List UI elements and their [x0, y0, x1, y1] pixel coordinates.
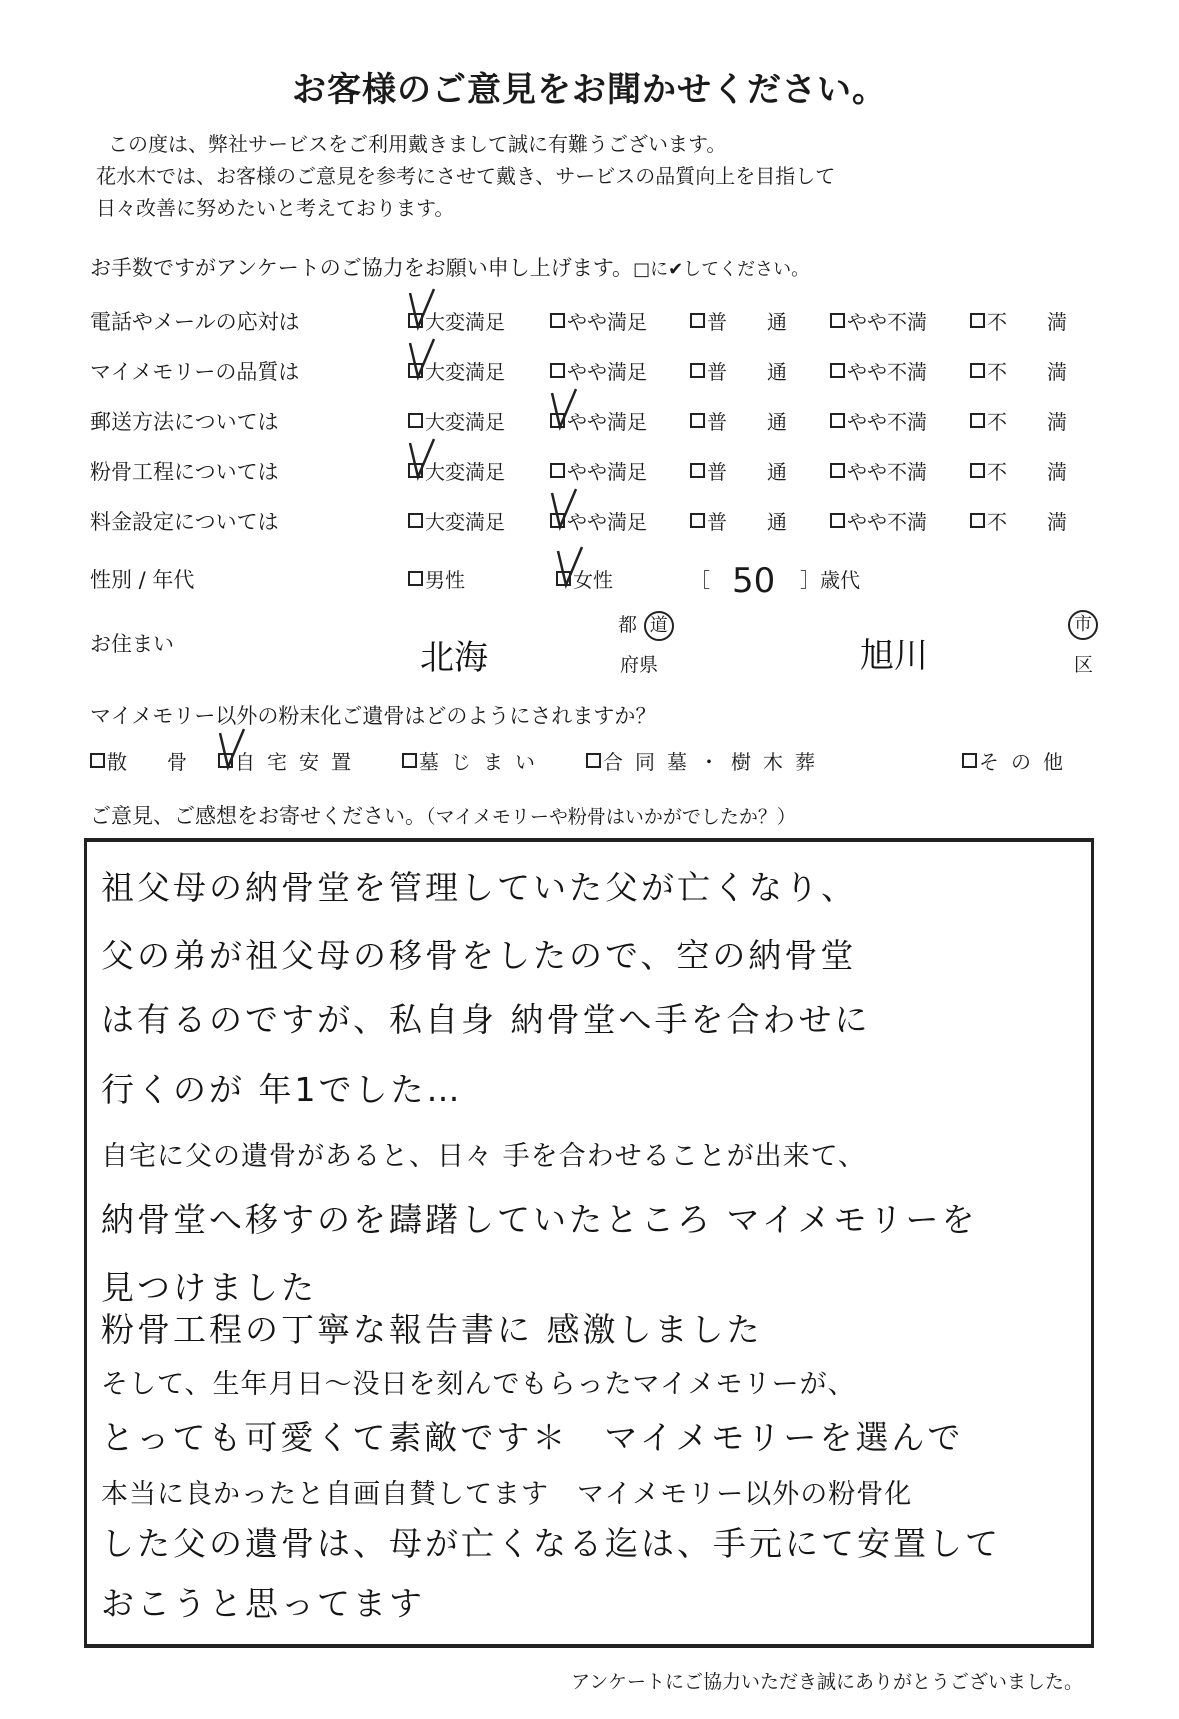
- checkbox[interactable]: [830, 413, 845, 428]
- prefecture-suffix-bottom: 府県: [620, 654, 659, 676]
- rating-option[interactable]: 普 通: [690, 506, 787, 535]
- comment-line: 父の弟が祖父母の移骨をしたので、空の納骨堂: [101, 936, 857, 975]
- checkbox[interactable]: [408, 571, 423, 586]
- comment-line: 本当に良かったと自画自賛してます マイメモリー以外の粉骨化: [101, 1479, 913, 1510]
- checkbox[interactable]: [830, 313, 845, 328]
- footer-thanks: アンケートにご協力いただき誠にありがとうございました。: [571, 1671, 1083, 1693]
- circled-suffix: 市: [1068, 610, 1098, 640]
- comment-line: 行くのが 年1でした…: [101, 1070, 463, 1109]
- form-title: お客様のご意見をお聞かせください。: [292, 70, 887, 110]
- comment-heading: ご意見、ご感想をお寄せください。（マイメモリーや粉骨はいかがでしたか？）: [90, 804, 796, 828]
- rating-option[interactable]: やや満足: [550, 406, 647, 435]
- option-female[interactable]: 女性: [556, 564, 613, 593]
- rating-option[interactable]: やや満足: [550, 306, 647, 335]
- other-powder-question: マイメモリー以外の粉末化ご遺骨はどのようにされますか？: [90, 704, 657, 728]
- comment-line: そして、生年月日～没日を刻んでもらったマイメモリーが、: [101, 1369, 856, 1400]
- checkbox[interactable]: [970, 413, 985, 428]
- checkbox[interactable]: [970, 363, 985, 378]
- checkbox-checked[interactable]: [408, 463, 423, 478]
- circled-suffix: 道: [644, 611, 674, 641]
- rating-option[interactable]: 大変満足: [408, 456, 505, 485]
- comment-line: 自宅に父の遺骨があると、日々 手を合わせることが出来て、: [101, 1141, 867, 1172]
- gender-age-label: 性別 / 年代: [90, 568, 195, 592]
- checkbox[interactable]: [690, 413, 705, 428]
- checkbox[interactable]: [550, 463, 565, 478]
- checkbox[interactable]: [970, 463, 985, 478]
- comment-line: は有るのですが、私自身 納骨堂へ手を合わせに: [101, 1000, 871, 1039]
- rating-row: [90, 400, 1100, 440]
- checkbox[interactable]: [408, 513, 423, 528]
- question-label: 電話やメールの応対は: [90, 310, 300, 334]
- residence-row: [90, 610, 1100, 680]
- city-value[interactable]: 旭川: [860, 636, 928, 676]
- residence-label: お住まい: [90, 632, 174, 656]
- intro-line: 日々改善に努めたいと考えております。: [96, 196, 455, 220]
- checkbox-checked[interactable]: [408, 313, 423, 328]
- comment-line: した父の遺骨は、母が亡くなる迄は、手元にて安置して: [101, 1524, 1001, 1563]
- rating-row: [90, 300, 1100, 340]
- rating-option[interactable]: 不 満: [970, 506, 1067, 535]
- rating-row: [90, 450, 1100, 490]
- age-field[interactable]: ［ 50 ］歳代: [690, 560, 860, 601]
- checkbox[interactable]: [970, 313, 985, 328]
- checkbox-checked[interactable]: [218, 753, 233, 768]
- checkbox[interactable]: [586, 753, 601, 768]
- rating-option[interactable]: 不 満: [970, 406, 1067, 435]
- checkbox[interactable]: [690, 363, 705, 378]
- option-male[interactable]: 男性: [408, 564, 465, 593]
- checkbox[interactable]: [690, 513, 705, 528]
- intro-text: [96, 128, 835, 224]
- rating-option[interactable]: 普 通: [690, 456, 787, 485]
- checkbox-checked[interactable]: [556, 571, 571, 586]
- checkbox[interactable]: [690, 463, 705, 478]
- gender-age-row: [90, 558, 1090, 601]
- option-grave-closure[interactable]: 墓じまい: [402, 746, 547, 775]
- rating-row: [90, 350, 1100, 390]
- rating-option[interactable]: 不 満: [970, 306, 1067, 335]
- checkbox[interactable]: [690, 313, 705, 328]
- comment-line: 粉骨工程の丁寧な報告書に 感激しました: [101, 1310, 763, 1349]
- rating-option[interactable]: 不 満: [970, 456, 1067, 485]
- checkbox[interactable]: [550, 363, 565, 378]
- prefecture-suffix: 都 道: [618, 610, 674, 641]
- question-label: 郵送方法については: [90, 410, 279, 434]
- rating-option[interactable]: 不 満: [970, 356, 1067, 385]
- rating-option[interactable]: やや不満: [830, 456, 927, 485]
- intro-line: この度は、弊社サービスをご利用戴きまして誠に有難うございます。: [108, 132, 727, 156]
- comment-line: とっても可愛くて素敵です＊ マイメモリーを選んで: [101, 1418, 964, 1457]
- comment-textarea[interactable]: [84, 838, 1094, 1648]
- question-label: 料金設定については: [90, 510, 279, 534]
- prefecture-value[interactable]: 北海: [420, 638, 488, 678]
- rating-option[interactable]: やや不満: [830, 406, 927, 435]
- other-powder-options: [90, 740, 1100, 780]
- checkbox[interactable]: [830, 513, 845, 528]
- rating-option[interactable]: 大変満足: [408, 406, 505, 435]
- request-hint: □に✔してください。: [633, 259, 810, 280]
- checkbox[interactable]: [402, 753, 417, 768]
- question-label: 粉骨工程については: [90, 460, 279, 484]
- rating-option[interactable]: 大変満足: [408, 356, 505, 385]
- rating-option[interactable]: やや不満: [830, 506, 927, 535]
- comment-line: 祖父母の納骨堂を管理していた父が亡くなり、: [101, 868, 857, 907]
- option-scatter[interactable]: 散 骨: [90, 746, 197, 775]
- option-other[interactable]: その他: [962, 746, 1075, 775]
- checkbox[interactable]: [962, 753, 977, 768]
- rating-row: [90, 500, 1100, 540]
- checkbox[interactable]: [970, 513, 985, 528]
- comment-line: 見つけました: [101, 1268, 317, 1307]
- comment-line: 納骨堂へ移すのを躊躇していたところ マイメモリーを: [101, 1200, 978, 1239]
- survey-request: [90, 252, 809, 282]
- checkbox[interactable]: [830, 363, 845, 378]
- rating-option[interactable]: 大変満足: [408, 306, 505, 335]
- rating-option[interactable]: やや満足: [550, 356, 647, 385]
- city-suffix-bottom: 区: [1074, 654, 1094, 676]
- rating-option[interactable]: やや不満: [830, 306, 927, 335]
- rating-option[interactable]: 普 通: [690, 356, 787, 385]
- checkbox[interactable]: [830, 463, 845, 478]
- rating-option[interactable]: やや満足: [550, 506, 647, 535]
- intro-line: 花水木では、お客様のご意見を参考にさせて戴き、サービスの品質向上を目指して: [96, 164, 836, 188]
- question-label: マイメモリーの品質は: [90, 360, 300, 384]
- checkbox[interactable]: [408, 413, 423, 428]
- rating-option[interactable]: 普 通: [690, 406, 787, 435]
- age-value: 50: [732, 560, 776, 601]
- option-joint-grave[interactable]: 合同墓・樹木葬: [586, 746, 827, 775]
- request-text: お手数ですがアンケートのご協力をお願い申し上げます。: [90, 256, 634, 280]
- rating-option[interactable]: やや満足: [550, 456, 647, 485]
- option-home[interactable]: 自宅安置: [218, 746, 363, 775]
- rating-option[interactable]: 普 通: [690, 306, 787, 335]
- rating-option[interactable]: やや不満: [830, 356, 927, 385]
- checkbox-checked[interactable]: [550, 513, 565, 528]
- checkbox[interactable]: [550, 313, 565, 328]
- comment-line: おこうと思ってます: [101, 1584, 425, 1623]
- checkbox[interactable]: [90, 753, 105, 768]
- rating-option[interactable]: 大変満足: [408, 506, 505, 535]
- checkbox-checked[interactable]: [408, 363, 423, 378]
- checkbox-checked[interactable]: [550, 413, 565, 428]
